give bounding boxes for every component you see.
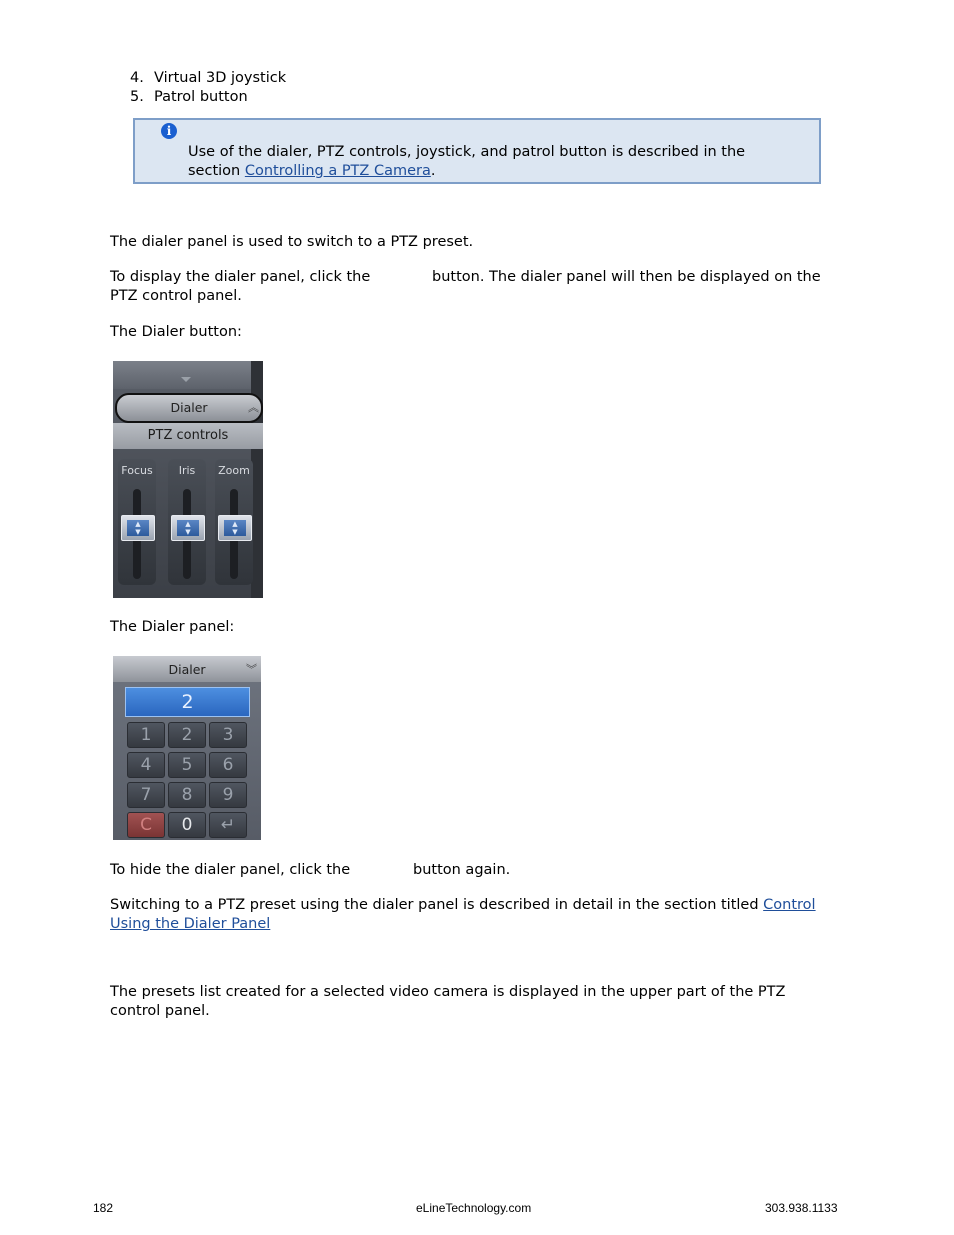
slider-knob[interactable] xyxy=(171,515,205,541)
key-5[interactable]: 5 xyxy=(168,752,206,778)
caption-dialer-button: The Dialer button: xyxy=(110,324,242,340)
panel-top-strip xyxy=(113,361,263,389)
paragraph-hide-a: To hide the dialer panel, click the xyxy=(110,862,351,878)
controlling-ptz-camera-link[interactable]: Controlling a PTZ Camera xyxy=(244,163,431,179)
paragraph-switching-2 xyxy=(110,915,270,934)
list-text: Virtual 3D joystick xyxy=(154,70,287,86)
paragraph-presets-b: control panel. xyxy=(110,1003,210,1019)
up-down-arrows-icon: ▲ ▼ xyxy=(177,520,199,536)
list-text: Patrol button xyxy=(154,89,248,105)
zoom-slider[interactable] xyxy=(215,459,253,585)
up-down-arrows-icon: ▲ ▼ xyxy=(224,520,246,536)
dialer-display: 2 xyxy=(125,687,250,717)
page-number: 182 xyxy=(93,1201,114,1215)
note-text: section xyxy=(188,163,245,179)
footer-site: eLineTechnology.com xyxy=(416,1201,532,1215)
key-0[interactable]: 0 xyxy=(168,812,206,838)
key-3[interactable]: 3 xyxy=(209,722,247,748)
list-item-5 xyxy=(130,88,248,107)
dialer-header[interactable]: Dialer xyxy=(113,656,261,682)
key-7[interactable]: 7 xyxy=(127,782,165,808)
up-down-arrows-icon: ▲ ▼ xyxy=(127,520,149,536)
slider-knob[interactable] xyxy=(218,515,252,541)
key-2[interactable]: 2 xyxy=(168,722,206,748)
control-using-dialer-link[interactable]: Control xyxy=(763,897,816,913)
paragraph-text: Switching to a PTZ preset using the dialer panel is described in detail in the section titled xyxy=(110,897,759,913)
enter-icon[interactable]: ↵ xyxy=(209,812,247,838)
footer-phone: 303.938.1133 xyxy=(765,1201,838,1215)
paragraph-presets-a: The presets list created for a selected video camera is displayed in the upper part of the PTZ xyxy=(110,984,786,1000)
paragraph-display-a: To display the dialer panel, click the xyxy=(110,269,371,285)
list-number: 4. xyxy=(130,70,144,86)
slider-label: Focus xyxy=(121,464,153,477)
note-line-2 xyxy=(188,162,435,181)
ptz-controls-header[interactable]: PTZ controls xyxy=(113,423,263,449)
paragraph-hide-b: button again. xyxy=(413,862,511,878)
slider-knob[interactable] xyxy=(121,515,155,541)
list-number: 5. xyxy=(130,89,144,105)
info-icon: i xyxy=(161,123,177,139)
ptz-control-panel-image xyxy=(113,361,263,598)
info-note xyxy=(133,118,821,184)
chevron-up-icon: ︽ xyxy=(248,401,259,414)
paragraph-display-b: button. The dialer panel will then be displayed on the xyxy=(432,269,821,285)
key-clear[interactable]: C xyxy=(127,812,165,838)
slider-label: Iris xyxy=(178,464,196,477)
key-6[interactable]: 6 xyxy=(209,752,247,778)
dialer-button[interactable]: Dialer xyxy=(115,393,263,423)
key-1[interactable]: 1 xyxy=(127,722,165,748)
iris-slider[interactable] xyxy=(168,459,206,585)
paragraph-dialer-purpose: The dialer panel is used to switch to a PTZ preset. xyxy=(110,234,474,250)
chevron-down-icon: ︾ xyxy=(246,663,257,676)
note-line-1: Use of the dialer, PTZ controls, joystick, and patrol button is described in the xyxy=(188,144,746,160)
paragraph-switching xyxy=(110,896,816,915)
list-item-4 xyxy=(130,69,287,88)
paragraph-display-c: PTZ control panel. xyxy=(110,288,242,304)
key-9[interactable]: 9 xyxy=(209,782,247,808)
caption-dialer-panel: The Dialer panel: xyxy=(110,619,235,635)
collapse-arrow-icon xyxy=(181,377,191,382)
slider-label: Zoom xyxy=(218,464,250,477)
dialer-panel-image xyxy=(113,656,261,840)
focus-slider[interactable] xyxy=(118,459,156,585)
note-text: . xyxy=(430,163,436,179)
key-8[interactable]: 8 xyxy=(168,782,206,808)
key-4[interactable]: 4 xyxy=(127,752,165,778)
control-using-dialer-link-cont[interactable]: Using the Dialer Panel xyxy=(110,916,271,932)
